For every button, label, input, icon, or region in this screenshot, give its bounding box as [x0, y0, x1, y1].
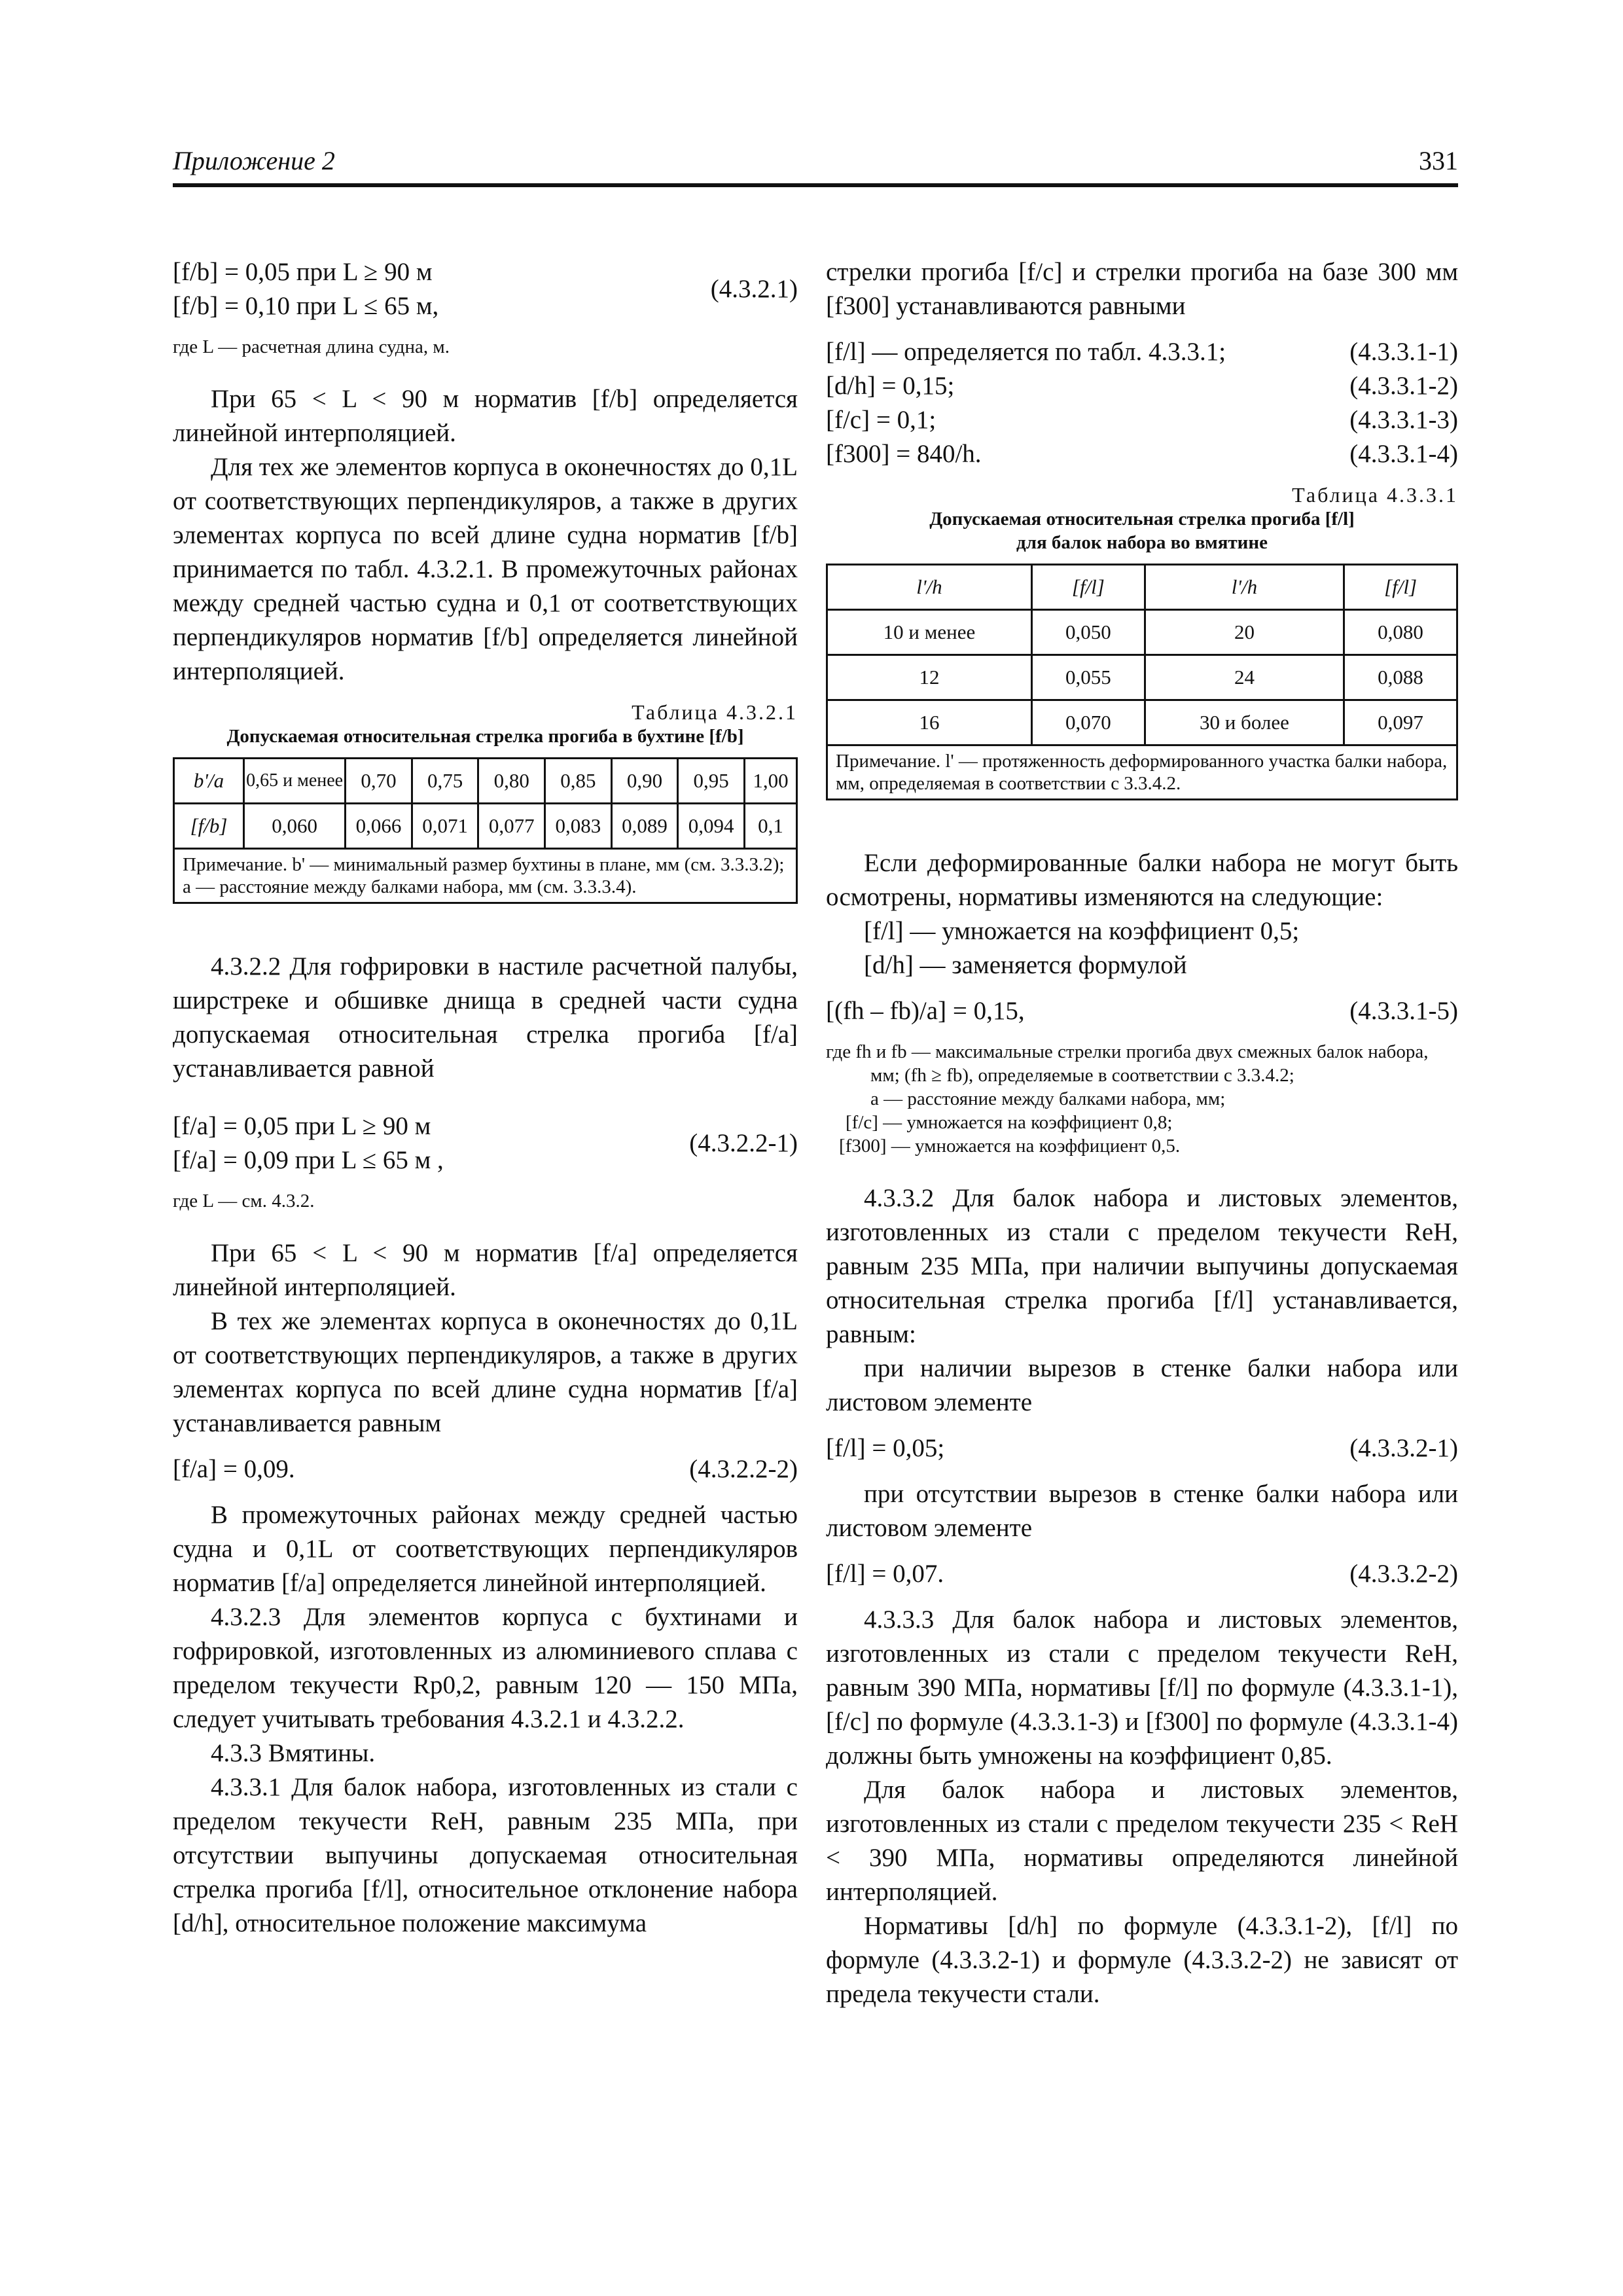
table-cell: 0,75: [412, 759, 478, 804]
table-row: [827, 655, 1457, 700]
table-caption: Таблица 4.3.3.1: [1292, 483, 1458, 507]
formula-line: [d/h] = 0,15;: [826, 372, 955, 400]
formula-line: [f/b] = 0,05 при L ≥ 90 м: [173, 258, 433, 286]
formula-line: [f/c] = 0,1;: [826, 406, 936, 434]
table-cell: 0,060: [244, 804, 346, 849]
formula-4-3-3-2-1: [826, 1431, 1458, 1465]
formula-line: [f/l] = 0,07.: [826, 1560, 944, 1588]
equation-row: [826, 369, 1458, 403]
paragraph: Нормативы [d/h] по формуле (4.3.3.1-2), [f/l] по формуле (4.3.3.2-1) и формуле (4.3.3.2-2) не зависят от предела текучести стали.: [826, 1912, 1458, 2008]
paragraph: Для балок набора и листовых элементов, изготовленных из стали с пределом текучести 235 < ReH < 390 МПа, нормативы определяются линейной интерполяцией.: [826, 1776, 1458, 1906]
page-header: [173, 145, 1458, 187]
equation-number: (4.3.2.2-1): [689, 1129, 798, 1157]
table-cell: 0,070: [1031, 700, 1145, 745]
table-cell: 0,088: [1344, 655, 1457, 700]
table-cell: 0,083: [545, 804, 612, 849]
paragraph: В промежуточных районах между средней частью судна и 0,1L от соответствующих перпендикуляров норматив [f/a] определяется линейной интерполяцией.: [173, 1501, 798, 1597]
formula-4-3-2-2-1: [173, 1109, 798, 1177]
right-column: [826, 255, 1458, 2011]
equation-number: (4.3.3.1-2): [1349, 372, 1458, 400]
where-note: a — расстояние между балками набора, мм;: [870, 1088, 1226, 1109]
paragraph: Если деформированные балки набора не могут быть осмотрены, нормативы изменяются на следующие:: [826, 849, 1458, 911]
table-cell: 16: [827, 700, 1032, 745]
table-row: [174, 849, 797, 903]
table-title: Допускаемая относительная стрелка прогиба в бухтине [f/b]: [226, 726, 744, 747]
table-cell: 1,00: [744, 759, 796, 804]
table-cell: 0,90: [611, 759, 678, 804]
left-column: [173, 255, 798, 1941]
paragraph: 4.3.3.1 Для балок набора, изготовленных из стали с пределом текучести ReH, равным 235 МПа, при отсутствии выпучины допускаемая относительная стрелка прогиба [f/l], относительное отклонение набора [d/h], относительное положение максимума: [173, 1773, 798, 1937]
table-header: l'/h: [1145, 565, 1344, 610]
formula-4-3-2-2-2: [173, 1452, 798, 1486]
table-cell: 0,089: [611, 804, 678, 849]
table-cell: 0,95: [678, 759, 745, 804]
table-cell: 0,70: [346, 759, 412, 804]
table-row: [174, 804, 797, 849]
page-title: Приложение 2: [173, 146, 335, 175]
table-cell: 0,85: [545, 759, 612, 804]
equation-number: (4.3.3.1-5): [1349, 997, 1458, 1025]
equation-row: [826, 437, 1458, 471]
formula-4-3-3-1-5: [826, 994, 1458, 1028]
paragraph: Для тех же элементов корпуса в оконечностях до 0,1L от соответствующих перпендикуляров, а также в других элементах корпуса по всей длине судна норматив [f/b] принимается по табл. 4.3.2.1. В промежуточных районах между средней частью судна и 0,1 от соответствующих перпендикуляров норматив [f/b] определяется линейной интерполяцией.: [173, 453, 798, 685]
equation-row: [826, 403, 1458, 437]
equation-number: (4.3.3.1-4): [1349, 440, 1458, 468]
paragraph: стрелки прогиба [f/c] и стрелки прогиба на базе 300 мм [f300] устанавливаются равными: [826, 258, 1458, 320]
table-title: для балок набора во вмятине: [1016, 532, 1268, 553]
paragraph: В тех же элементах корпуса в оконечностях до 0,1L от соответствующих перпендикуляров, а также в других элементах корпуса по всей длине судна норматив [f/a] устанавливается равным: [173, 1307, 798, 1437]
table-header: l'/h: [827, 565, 1032, 610]
equation-number: (4.3.3.1-3): [1349, 406, 1458, 434]
formula-line: [f/l] — определяется по табл. 4.3.3.1;: [826, 338, 1226, 366]
page-number: 331: [1419, 146, 1458, 175]
paragraph: 4.3.3.3 Для балок набора и листовых элементов, изготовленных из стали с пределом текучести ReH, равным 390 МПа, нормативы [f/l] по формуле (4.3.3.1-1), [f/c] по формуле (4.3.3.1-3) и [f300] по формуле (4.3.3.1-4) должны быть умножены на коэффициент 0,85.: [826, 1605, 1458, 1770]
paragraph: при отсутствии вырезов в стенке балки набора или листовом элементе: [826, 1480, 1458, 1542]
table-cell: 0,080: [1344, 610, 1457, 655]
formula-line: [f/l] = 0,05;: [826, 1434, 945, 1462]
table-cell: b'/a: [174, 759, 244, 804]
table-row: [827, 610, 1457, 655]
formula-line: [f/a] = 0,09 при L ≤ 65 м ,: [173, 1146, 444, 1174]
table-cell: 0,066: [346, 804, 412, 849]
table-cell: 0,050: [1031, 610, 1145, 655]
formula-line: [f/b] = 0,10 при L ≤ 65 м,: [173, 292, 439, 320]
paragraph: 4.3.2.3 Для элементов корпуса с бухтинами и гофрировкой, изготовленных из алюминиевого сплава с пределом текучести Rp0,2, равным 120 — 150 МПа, следует учитывать требования 4.3.2.1 и 4.3.2.2.: [173, 1603, 798, 1733]
table-row: [174, 759, 797, 804]
table-header: [f/l]: [1344, 565, 1457, 610]
paragraph: при наличии вырезов в стенке балки набора или листовом элементе: [826, 1354, 1458, 1416]
table-cell: 10 и менее: [827, 610, 1032, 655]
table-cell: 0,097: [1344, 700, 1457, 745]
table-row: [827, 565, 1457, 610]
where-note: где L — расчетная длина судна, м.: [173, 336, 450, 357]
paragraph: При 65 < L < 90 м норматив [f/b] определяется линейной интерполяцией.: [173, 385, 798, 447]
table-header: [f/l]: [1031, 565, 1145, 610]
formula-4-3-3-2-2: [826, 1557, 1458, 1591]
table-note: Примечание. b' — минимальный размер бухтины в плане, мм (см. 3.3.3.2); a — расстояние между балками набора, мм (см. 3.3.3.4).: [174, 849, 797, 903]
equation-row: [826, 335, 1458, 369]
list-item: [f/l] — умножается на коэффициент 0,5;: [864, 917, 1300, 945]
table-4-3-2-1: [173, 757, 798, 904]
paragraph: 4.3.2.2 Для гофрировки в настиле расчетной палубы, ширстреке и обшивке днища в средней части судна допускаемая относительная стрелка прогиба [f/a] устанавливается равной: [173, 952, 798, 1083]
table-cell: 30 и более: [1145, 700, 1344, 745]
where-note: [f300] — умножается на коэффициент 0,5.: [839, 1136, 1181, 1157]
where-note: где L — см. 4.3.2.: [173, 1191, 315, 1211]
table-note: Примечание. l' — протяженность деформированного участка балки набора, мм, определяемая в соответствии с 3.3.4.2.: [827, 745, 1457, 800]
paragraph: 4.3.3.2 Для балок набора и листовых элементов, изготовленных из стали с пределом текучести ReH, равным 235 МПа, при наличии выпучины допускаемая относительная стрелка прогиба [f/l] устанавливается, равным:: [826, 1184, 1458, 1348]
equation-number: (4.3.3.2-1): [1349, 1434, 1458, 1462]
table-cell: 0,1: [744, 804, 796, 849]
equation-number: (4.3.3.2-2): [1349, 1560, 1458, 1588]
equation-number: (4.3.2.2-2): [689, 1455, 798, 1483]
table-4-3-3-1: [826, 564, 1458, 800]
list-item: [d/h] — заменяется формулой: [864, 951, 1187, 979]
table-cell: 0,094: [678, 804, 745, 849]
table-row: [827, 745, 1457, 800]
table-cell: 24: [1145, 655, 1344, 700]
where-note: [f/c] — умножается на коэффициент 0,8;: [846, 1112, 1173, 1133]
where-note: где fh и fb — максимальные стрелки прогиба двух смежных балок набора, мм; (fh ≥ fb), определяемые в соответствии с 3.3.4.2;: [826, 1041, 1429, 1086]
table-cell: 0,077: [478, 804, 545, 849]
formula-line: [f/a] = 0,09.: [173, 1455, 295, 1483]
table-cell: 0,80: [478, 759, 545, 804]
formula-line: [f/a] = 0,05 при L ≥ 90 м: [173, 1112, 431, 1140]
table-caption: Таблица 4.3.2.1: [632, 700, 798, 724]
equation-number: (4.3.3.1-1): [1349, 338, 1458, 366]
paragraph: При 65 < L < 90 м норматив [f/a] определяется линейной интерполяцией.: [173, 1239, 798, 1301]
formula-line: [(fh – fb)/a] = 0,15,: [826, 997, 1025, 1025]
table-cell: 0,071: [412, 804, 478, 849]
section-heading: 4.3.3 Вмятины.: [211, 1739, 376, 1767]
table-cell: 0,055: [1031, 655, 1145, 700]
table-cell: 0,65 и менее: [244, 759, 346, 804]
table-cell: 12: [827, 655, 1032, 700]
table-cell: [f/b]: [174, 804, 244, 849]
equation-number: (4.3.2.1): [710, 275, 798, 303]
formula-line: [f300] = 840/h.: [826, 440, 982, 468]
formula-4-3-2-1: [173, 255, 798, 323]
table-title: Допускаемая относительная стрелка прогиба [f/l]: [929, 509, 1355, 529]
equation-list: [826, 335, 1458, 471]
table-cell: 20: [1145, 610, 1344, 655]
table-row: [827, 700, 1457, 745]
